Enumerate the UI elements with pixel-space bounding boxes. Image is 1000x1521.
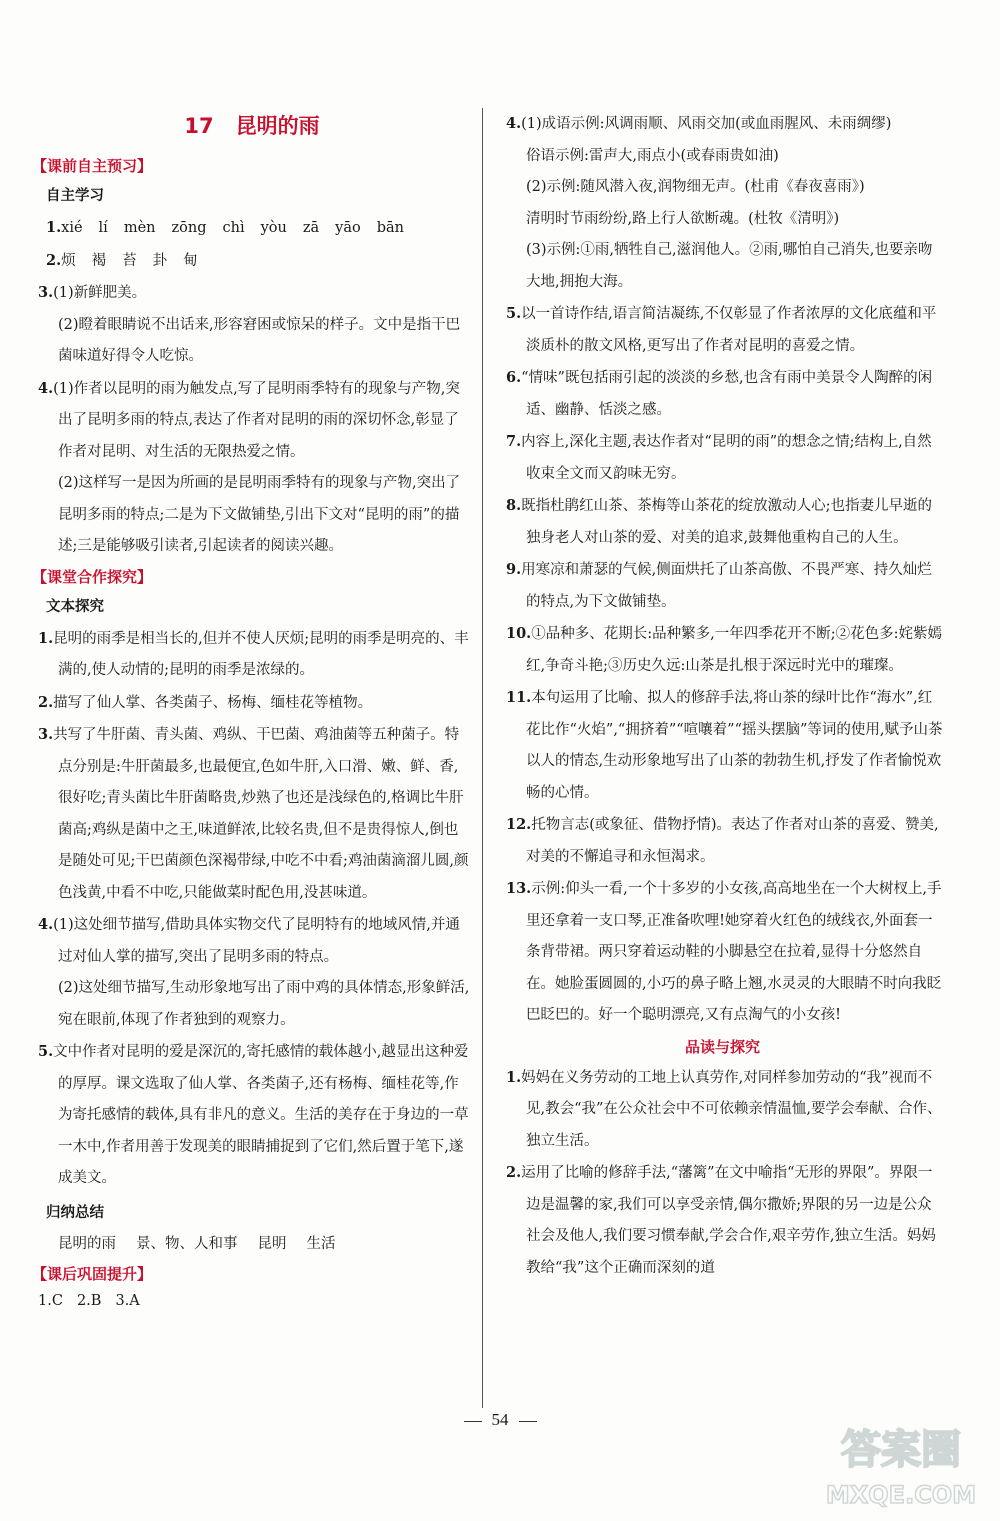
watermark-url: MXQE.COM: [825, 1481, 977, 1509]
answer-r4-3: (3)示例:①雨,牺牲自己,滋润他人。②雨,哪怕自己消失,也要亲吻大地,拥抱大海。: [526, 242, 933, 290]
mc-answer: 3.A: [115, 1293, 140, 1309]
reading-section-heading: 品读与探究: [684, 1037, 760, 1056]
text-answer-5: 5.文中作者对昆明的爱是深沉的,寄托感情的载体越小,越显出这种爱的厚厚。课文选取了仙人掌、各类菌子,还有杨梅、缅桂花等,作为寄托感情的载体,具有非凡的意义。生活的美存在于身边的一草一木中,作者用善于发现美的眼睛捕捉到了它们,然后置于笔下,遂成美文。: [38, 1043, 469, 1186]
section-preview-heading: 【课前自主预习】: [32, 157, 153, 175]
pinyin-item: zā: [302, 220, 320, 236]
text-answer-3: 3.共写了牛肝菌、青头菌、鸡纵、干巴菌、鸡油菌等五种菌子。特点分别是:牛肝菌最多,也最便宜,色如牛肝,入口滑、嫩、鲜、香,很好吃;青头菌比牛肝菌略贵,炒熟了也还是浅绿色的,格调比牛肝菌高;鸡纵是菌中之王,味道鲜浓,比较名贵,但不是贵得惊人,倒也是随处可见;干巴菌颜色深褐带绿,中吃不中看;鸡油菌滴溜儿圆,颜色浅黄,中看不中吃,只能做菜时配色用,没甚味道。: [38, 726, 469, 901]
char-question-number: 2.: [46, 251, 62, 269]
subsection-text-study: 文本探究: [46, 598, 104, 615]
multiple-choice-answers: [32, 1286, 472, 1318]
answer-r5: 5.以一首诗作结,语言简洁凝练,不仅彰显了作者浓厚的文化底蕴和平淡质朴的散文风格,更写出了作者对昆明的喜爱之情。: [506, 305, 937, 354]
answer-r4-2: (2)示例:随风潜入夜,润物细无声。(杜甫《春夜喜雨》): [526, 179, 865, 195]
char-item: 卦: [152, 252, 168, 269]
answer-r12: 12.托物言志(或象征、借物抒情)。表达了作者对山茶的喜爱、赞美,对美的不懈追寻和永恒渴求。: [506, 816, 939, 865]
pinyin-item: yòu: [260, 220, 287, 236]
page-number: 54: [0, 1410, 1000, 1430]
answer-r10: 10.①品种多、花期长:品种繁多,一年四季花开不断;②花色多:姹紫嫣红,争奇斗艳;③历史久远:山茶是扎根于深远时光中的璀璨。: [506, 625, 942, 674]
pinyin-item: lí: [98, 220, 108, 236]
answer-r7: 7.内容上,深化主题,表达作者对“昆明的雨”的想念之情;结构上,自然收束全文而又韵味无穷。: [506, 433, 932, 482]
answer-r8: 8.既指杜鹃红山茶、茶梅等山茶花的绽放激动人心;也指妻儿早逝的独身老人对山茶的爱、对美的追求,鼓舞他重构自己的人生。: [506, 497, 933, 546]
char-item: 甸: [183, 252, 198, 269]
pinyin-answers: [32, 212, 472, 245]
char-item: 烦: [61, 252, 76, 269]
answer-4-2: (2)这样写一是因为所画的是昆明雨季特有的现象与产物,突出了昆明多雨的特点;二是为下文做铺垫,引出下文对“昆明的雨”的描述;三是能够吸引读者,引起读者的阅读兴趣。: [58, 475, 461, 554]
pinyin-item: yāo: [335, 220, 361, 236]
answer-r4-1: 4.(1)成语示例:风调雨顺、风雨交加(或血雨腥风、未雨绸缪): [506, 115, 892, 132]
pinyin-item: chì: [222, 220, 245, 236]
summary-line: [32, 1229, 472, 1261]
mc-answer: 2.B: [76, 1293, 102, 1309]
lesson-title: 昆明的雨: [235, 114, 320, 138]
reading-answer-1: 1.妈妈在义务劳动的工地上认真劳作,对同样参加劳动的“我”视而不见,教会“我”在公众社会中不可依赖亲情温恤,要学会奉献、合作、独立生活。: [506, 1068, 942, 1149]
section-after-heading: 【课后巩固提升】: [32, 1265, 153, 1283]
summary-item: 景、物、人和事: [136, 1235, 238, 1252]
lesson-number: 17: [184, 114, 214, 138]
answer-r6: 6.“情味”既包括雨引起的淡淡的乡愁,也含有雨中美景令人陶醉的闲适、幽静、恬淡之感。: [506, 369, 933, 418]
answer-r11: 11.本句运用了比喻、拟人的修辞手法,将山茶的绿叶比作“海水”,红花比作“火焰”,“拥挤着”“喧嚷着”“摇头摆脑”等词的使用,赋予山茶以人的情态,生动形象地写出了山茶的勃勃生机,抒发了作者愉悦欢畅的心情。: [506, 689, 943, 801]
text-answer-4-2: (2)这处细节描写,生动形象地写出了雨中鸡的具体情态,形象鲜活,宛在眼前,体现了作者独到的观察力。: [58, 980, 470, 1028]
answer-4-1: 4.(1)作者以昆明的雨为触发点,写了昆明雨季特有的现象与产物,突出了昆明多雨的特点,表达了作者对昆明的雨的深切怀念,彰显了作者对昆明、对生活的无限热爱之情。: [38, 379, 460, 460]
right-column: [500, 108, 945, 1284]
answer-3-2: (2)瞪着眼睛说不出话来,形容窘困或惊呆的样子。文中是指干巴菌味道好得令人吃惊。: [58, 316, 461, 364]
summary-item: 昆明: [257, 1235, 287, 1252]
char-item: 褐: [91, 252, 107, 269]
character-answers: [32, 245, 472, 278]
watermark-logo: [816, 1408, 986, 1513]
pinyin-question-number: 1.: [46, 219, 62, 236]
page-title: [32, 100, 472, 152]
subsection-self-study: 自主学习: [46, 188, 104, 204]
text-answer-1: 1.昆明的雨季是相当长的,但并不使人厌烦;昆明的雨季是明亮的、丰满的,使人动情的;昆明的雨季是浓绿的。: [38, 629, 469, 678]
pinyin-item: mèn: [123, 220, 156, 236]
pinyin-item: xié: [61, 220, 83, 236]
pinyin-item: bān: [376, 220, 405, 236]
text-answer-2: 2.描写了仙人掌、各类菌子、杨梅、缅桂花等植物。: [38, 693, 373, 711]
answer-r13: 13.示例:仰头一看,一个十多岁的小女孩,高高地坐在一个大树杈上,手里还拿着一支口琴,正准备吹哩!她穿着火红色的绒线衣,外面套一条背带裙。两只穿着运动鞋的小脚悬空在拉着,显得十分悠然自在。她脸蛋圆圆的,小巧的鼻子略上翘,水灵灵的大眼睛不时向我眨巴眨巴的。好一个聪明漂亮,又有点淘气的小女孩!: [506, 880, 942, 1023]
subsection-summary: 归纳总结: [46, 1204, 104, 1221]
summary-item: 生活: [306, 1235, 336, 1252]
answer-3-1: 3.(1)新鲜肥美。: [38, 284, 147, 301]
left-column: [32, 100, 472, 1318]
answer-r4-1b: 俗语示例:雷声大,雨点小(或春雨贵如油): [526, 147, 779, 164]
char-item: 苔: [122, 252, 137, 269]
summary-item: 昆明的雨: [58, 1235, 116, 1252]
watermark-text: 答案圈: [841, 1427, 961, 1473]
answer-r9: 9.用寒凉和萧瑟的气候,侧面烘托了山茶高傲、不畏严寒、持久灿烂的特点,为下文做铺垫。: [506, 561, 932, 610]
section-class-heading: 【课堂合作探究】: [32, 567, 153, 586]
text-answer-4-1: 4.(1)这处细节描写,借助具体实物交代了昆明特有的地域风情,并通过对仙人掌的描写,突出了昆明多雨的特点。: [38, 916, 460, 965]
reading-answer-2: 2.运用了比喻的修辞手法,“藩篱”在文中喻指“无形的界限”。界限一边是温馨的家,我们可以享受亲情,偶尔撒娇;界限的另一边是公众社会及他人,我们要习惯奉献,学会合作,艰辛劳作,独立生活。妈妈教给“我”这个正确而深刻的道: [506, 1164, 936, 1276]
mc-answer: 1.C: [38, 1293, 63, 1309]
pinyin-item: zōng: [171, 220, 207, 236]
column-divider: [482, 108, 483, 1408]
answer-r4-2b: 清明时节雨纷纷,路上行人欲断魂。(杜牧《清明》): [526, 210, 840, 227]
